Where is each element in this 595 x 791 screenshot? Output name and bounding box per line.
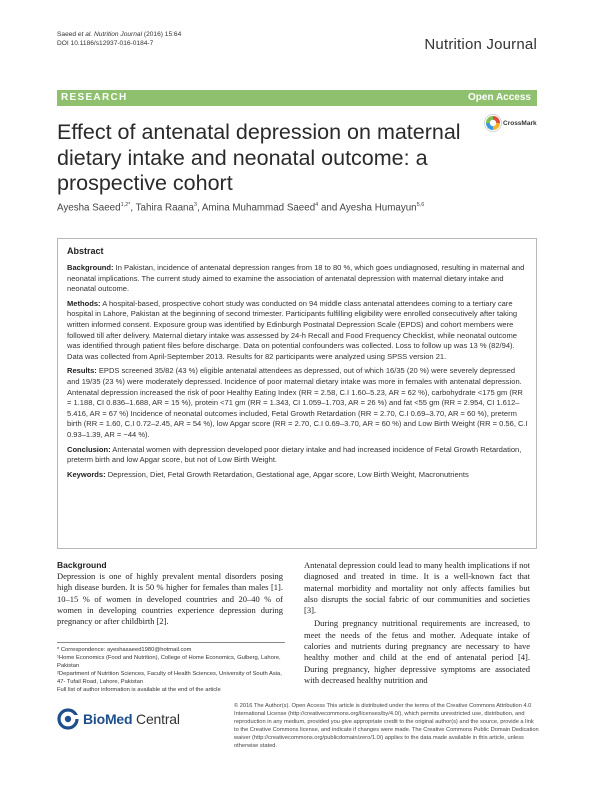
author-name[interactable]: Ayesha Humayun <box>339 202 417 214</box>
abstract-results: Results: EPDS screened 35/82 (43 %) eligible antenatal attendees as depressed, out of which 16/35 (20 %) were severely depressed and 19/35 (23 %) were moderately depressed. Incidence of poor maternal dietary intake was more in females with antenatal depression. Antenatal depression increased the risk of poor Healthy Eating Index (RR = 2.58, C.I 1.60–5.23, AR = 62 %), carbohydrate <175 gm (RR = 1.188, CI 0.836–1.688, AR = 15 %), protein <71 gm (RR = 1.343, CI 1.059–1.703, AR = 26 %) and fat <55 gm (RR = 2.954, CI 1.612–5.416, AR = 67 %) Incidence of neonatal outcomes included, Fetal Growth Retardation (RR = 2.70, C.I 0.69–3.70, AR = 60 %), preterm birth (RR = 1.60, C.I 0.72–2.45, AR = 54 %), low Apgar score (RR = 2.70, C.I 0.69–3.70, AR = 60 %) and Low Birth Weight (RR = 0.56, C.I 0.93–1.39, AR = −44 %). <box>67 366 528 439</box>
body-paragraph: During pregnancy nutritional requirements are increased, to meet the needs of the fetus and mother. Adequate intake of calories and nutrients during pregnancy are necessary to have healthy mother and child at the end of antenatal period [4]. During pregnancy, higher depressive symptoms are associated with decreased healthy nutrition and <box>304 618 530 685</box>
author-info-note: Full list of author information is available at the end of the article <box>57 687 221 693</box>
license-text: © 2016 The Author(s). Open Access This article is distributed under the terms of the Creative Commons Attribution 4.0 International License (http://creativecommons.org/licenses/by/4.0/), which permits unrestricted use, distribution, and reproduction in any medium, provided you give appropriate credit to the original author(s) and the source, provide a link to the Creative Commons license, and indicate if changes were made. The Creative Commons Public Domain Dedication waiver (http://creativecommons.org/publicdomain/zero/1.0/) applies to the data made available in this article, unless otherwise stated. <box>234 703 539 749</box>
author-affiliation: 5,6 <box>416 202 425 208</box>
body-paragraph: Depression is one of highly prevalent mental disorders posing high disease burden. It is 50 % higher for females than males [1]. 10–15 % of women in developed countries and 20–40 % of women in developing countries experience depression during pregnancy or after childbirth [2]. <box>57 571 283 627</box>
running-header <box>57 30 181 48</box>
author-name[interactable]: Tahira Raana <box>135 202 194 214</box>
biomed-central-icon <box>57 708 81 730</box>
abstract-heading: Abstract <box>67 246 104 256</box>
doi[interactable]: DOI 10.1186/s12937-016-0184-7 <box>57 40 154 47</box>
body-column-left <box>57 560 283 627</box>
article-title: Effect of antenatal depression on maternal dietary intake and neonatal outcome: a prospective cohort <box>57 120 461 195</box>
affiliation-note: ²Department of Nutrition Sciences, Faculty of Health Sciences, University of South Asia, 47- Tufail Road, Lahore, Pakistan <box>57 671 282 685</box>
body-paragraph: Antenatal depression could lead to many health implications if not diagnosed and treated in time. It is a well-known fact that maternal morbidity and mortality not only affects families but also disrupts the social fabric of our communities and societies [3]. <box>304 560 530 616</box>
abstract-background: Background: In Pakistan, incidence of antenatal depression ranges from 18 to 80 %, which goes undiagnosed, resulting in maternal and neonatal implications. The current study aimed to examine the association of antenatal depression with maternal dietary intake and neonatal outcome. <box>67 263 525 294</box>
author-name[interactable]: Amina Muhammad Saeed <box>201 202 316 214</box>
publisher-name: BioMed Central <box>83 711 180 727</box>
abstract-box <box>57 238 537 549</box>
author-list: Ayesha Saeed$^{1,2*}$, Tahira Raana$^3$, Amina Muhammad Saeed$^4$ and Ayesha Humayun$^{5,6}$ <box>57 202 425 214</box>
article-type-banner <box>57 90 537 106</box>
author-name[interactable]: Ayesha Saeed <box>57 202 121 214</box>
author-affiliation: 3 <box>193 202 197 208</box>
body-column-right <box>304 560 530 686</box>
crossmark-badge[interactable] <box>484 114 544 138</box>
author-footnotes <box>57 642 285 694</box>
open-access-label: Open Access <box>468 92 531 103</box>
crossmark-label: CrossMark <box>503 120 537 127</box>
abstract-methods: Methods: A hospital-based, prospective cohort study was conducted on 94 middle class antenatal attendees coming to a tertiary care hospital in Lahore, Pakistan at the beginning of second trimester. Participants fulfilling eligibility were enrolled consecutively after taking written informed consent. Exposure group was identified by Edinburgh Postnatal Depression Scale (EPDS) and cohort members were followed till after delivery. Maternal dietary intake was assessed by 24-h Recall and Food Frequency Checklist, while neonatal outcome was identified through patient files before discharge. Data on potential confounders was collected. Loss to follow up was 13 % (82/94). Data was collected from April-September 2013. Results for 82 participants were analyzed using SPSS version 21. <box>67 298 518 361</box>
abstract-keywords: Keywords: Depression, Diet, Fetal Growth Retardation, Gestational age, Apgar score, Low Birth Weight, Macronutrients <box>67 469 469 479</box>
author-affiliation: 1,2* <box>120 202 131 208</box>
section-label: RESEARCH <box>61 92 128 103</box>
biomed-central-logo[interactable] <box>57 708 217 730</box>
journal-name: Nutrition Journal <box>424 36 537 53</box>
section-heading: Background <box>57 560 107 570</box>
citation-line: Saeed et al. Nutrition Journal (2016) 15:64 <box>57 31 182 38</box>
affiliation-note: ¹Home Economics (Food and Nutrition), College of Home Economics, Gulberg, Lahore, Pakistan <box>57 655 281 669</box>
correspondence-email[interactable]: * Correspondence: ayeshasaeed1980@hotmail.com <box>57 647 192 653</box>
author-affiliation: 4 <box>315 202 319 208</box>
abstract-conclusion: Conclusion: Antenatal women with depression developed poor dietary intake and had increased incidence of Fetal Growth Retardation, preterm birth and low Apgar score, but not of Low Birth Weight. <box>67 444 522 465</box>
crossmark-icon <box>484 114 502 132</box>
